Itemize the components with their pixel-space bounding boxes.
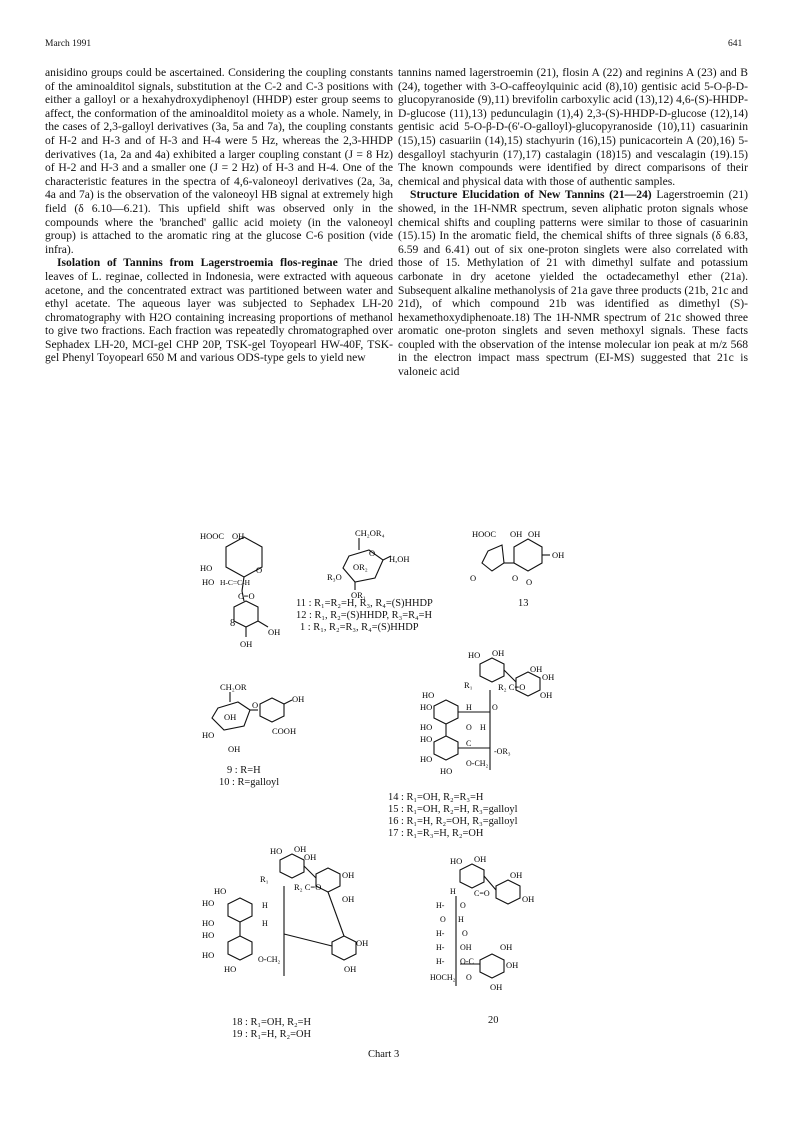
svg-text:H,OH: H,OH [389, 554, 410, 564]
legend-12: 12 : R₁, R₂=(S)HHDP, R₃=R₄=H [296, 610, 432, 621]
svg-text:HO: HO [202, 950, 215, 960]
svg-text:OH: OH [342, 894, 355, 904]
svg-text:HO: HO [450, 856, 463, 866]
svg-text:HO: HO [420, 702, 433, 712]
svg-text:O: O [492, 703, 498, 712]
structure-8-caffeoylquinic-acid [196, 527, 296, 657]
svg-text:H: H [458, 915, 464, 924]
svg-text:C=O: C=O [238, 591, 255, 601]
svg-text:OH: OH [294, 846, 307, 854]
svg-text:HO: HO [202, 577, 215, 587]
running-date: March 1991 [45, 39, 92, 49]
legend-9: 9 : R=H [227, 765, 261, 776]
right-column [398, 66, 748, 379]
page-number: 641 [728, 39, 743, 49]
svg-text:HO: HO [468, 650, 481, 660]
svg-text:HOCH₂: HOCH₂ [430, 973, 456, 982]
legend-19: 19 : R₁=H, R₂=OH [232, 1029, 312, 1040]
svg-text:HO: HO [224, 964, 237, 974]
svg-text:O: O [526, 577, 533, 587]
right-paragraph-2-text: Lagerstroemin (21) showed, in the 1H-NMR spectrum, seven aliphatic proton signals whose chemical shifts and coupling patterns were similar to those of casuarinin (15).15) In the aromatic field, the chemical shifts of three signals (δ 6.83, 6.59 and 6.41) out of six one-proton singlets were also correlated with those of 15. Methylation of 21 with dimethyl sulfate and potassium carbonate in dry acetone yielded the octadecamethyl ether (21a). Subsequent alkaline methanolysis of 21a gave three products (21b, 21c and 21d), of which compound 21b was identified as dimethyl (S)-hexamethoxydiphenoate.18) The 1H-NMR spectrum of 21c showed three aromatic one-proton singlets and seven methoxyl signals. These facts coupled with the observation of the intense molecular ion peak at m/z 568 in the electron impact mass spectrum (EI-MS) suggested that 21c is valoneic acid [398, 188, 748, 379]
structure-13-brevifolin [468, 527, 578, 597]
svg-text:R₁: R₁ [260, 874, 269, 884]
svg-text:OH: OH [500, 942, 513, 952]
svg-text:OH: OH [240, 639, 253, 649]
svg-text:OH: OH [506, 960, 519, 970]
svg-text:OH: OH [228, 744, 241, 754]
svg-text:H-: H- [436, 943, 445, 952]
legend-16: 16 : R₁=H, R₂=OH, R₃=galloyl [388, 816, 518, 827]
svg-text:OH: OH [540, 690, 553, 700]
svg-text:HO: HO [440, 766, 453, 776]
structure-11-glucose [325, 524, 435, 604]
compound-number-8: 8 [230, 618, 236, 629]
svg-text:R₃O: R₃O [327, 572, 342, 582]
compound-number-13: 13 [518, 598, 529, 609]
svg-text:OH: OH [490, 982, 503, 992]
svg-text:HO: HO [420, 722, 433, 732]
legend-18: 18 : R₁=OH, R₂=H [232, 1017, 312, 1028]
svg-text:COOH: COOH [272, 726, 297, 736]
svg-text:OH: OH [268, 627, 281, 637]
svg-text:OH: OH [522, 894, 535, 904]
compound-number-20: 20 [488, 1015, 499, 1026]
svg-text:HO: HO [202, 918, 215, 928]
svg-text:O: O [256, 565, 263, 575]
right-paragraph-2 [398, 188, 748, 378]
structure-14-casuariin [420, 650, 580, 790]
structure-9-gentisic-glucoside [200, 680, 310, 760]
svg-text:HO: HO [202, 930, 215, 940]
svg-text:R₂ C=O: R₂ C=O [498, 682, 526, 692]
chart-caption: Chart 3 [368, 1049, 400, 1060]
svg-text:O: O [466, 973, 472, 982]
svg-text:O: O [470, 573, 477, 583]
svg-text:OH: OH [224, 712, 237, 722]
svg-text:CH₂OR₄: CH₂OR₄ [355, 528, 385, 538]
legend-15: 15 : R₁=OH, R₂=H, R₃=galloyl [388, 804, 518, 815]
svg-text:C: C [466, 739, 472, 748]
svg-text:O: O [466, 723, 472, 732]
svg-text:C=O: C=O [474, 889, 490, 898]
svg-text:H: H [450, 887, 456, 896]
svg-text:O: O [462, 929, 468, 938]
svg-text:OH: OH [510, 529, 523, 539]
svg-text:HO: HO [214, 886, 227, 896]
left-paragraph-2 [45, 256, 393, 365]
legend-14: 14 : R₁=OH, R₂=R₃=H [388, 792, 484, 803]
svg-text:H: H [262, 901, 268, 910]
svg-text:O: O [369, 548, 376, 558]
svg-text:R₁: R₁ [464, 680, 473, 690]
svg-text:OH: OH [342, 870, 355, 880]
svg-text:OH: OH [344, 964, 357, 974]
svg-text:O-CH₂: O-CH₂ [258, 955, 281, 964]
svg-text:OR₁: OR₁ [351, 590, 366, 600]
svg-text:HOOC: HOOC [472, 529, 497, 539]
svg-text:OH: OH [492, 650, 505, 658]
left-paragraph-1: anisidino groups could be ascertained. Considering the coupling constants of the aminoalditol signals, substitution at the C-2 and C-3 positions with either a galloyl or a hexahydroxydiphenoyl (HHDP) ester group seems to affect, the conformation of the aminoalditol moiety as a whole. Namely, in the cases of 2,3-galloyl derivatives (3a, 5a and 7a), the coupling constants of H-2 and H-3 and of H-3 and H-4 were 5 Hz, whereas the 2,3-HHDP derivatives (1a, 2a and 4a) exhibited a larger coupling constant (J = 8 Hz) of H-2 and H-3 and a smaller one (J = 2 Hz) of H-3 and H-4. One of the characteristic features in the spectra of 4,6-valoneoyl derivatives (2a, 3a, 4a and 7a) is the observation of the valoneoyl HB signal at extremely high field (δ 6.10—6.21). This upfield shift was observed only in the compounds where the 'branched' gallic acid moiety (in the valoneoyl group) is attached to the aromatic ring at the glucose C-6 position (vide infra). [45, 66, 393, 256]
svg-text:O: O [460, 901, 466, 910]
svg-text:-OR₃: -OR₃ [494, 747, 511, 756]
svg-text:OH: OH [356, 938, 369, 948]
svg-text:HO: HO [420, 754, 433, 764]
svg-text:O: O [512, 573, 519, 583]
svg-text:OH: OH [460, 943, 472, 952]
section-heading-isolation: Isolation of Tannins from Lagerstroemia flos-reginae [57, 256, 338, 270]
svg-text:OR₂: OR₂ [353, 562, 368, 572]
legend-10: 10 : R=galloyl [219, 777, 280, 788]
svg-text:HO: HO [422, 690, 435, 700]
svg-text:HO: HO [200, 563, 213, 573]
svg-text:O: O [440, 915, 446, 924]
svg-text:O-C: O-C [460, 957, 474, 966]
left-paragraph-2-text: The dried leaves of L. reginae, collected in Indonesia, were extracted with aqueous acetone, and the concentrated extract was partitioned between water and ethyl acetate. The aqueous layer was subjected to Sephadex LH-20 chromatography with H2O containing increasing proportions of methanol to give two fractions. Each fraction was repeatedly chromatographed over Sephadex LH-20, MCI-gel CHP 20P, TSK-gel Toyopearl HW-40F, TSK-gel Phenyl Toyopearl 650 M and various ODS-type gels to yield new [45, 256, 393, 365]
legend-1: 1 : R₁, R₂=R₃, R₄=(S)HHDP [300, 622, 419, 633]
svg-text:OH: OH [474, 856, 487, 864]
svg-text:H-: H- [436, 901, 445, 910]
svg-text:H-: H- [436, 957, 445, 966]
left-column [45, 66, 393, 365]
svg-text:H: H [480, 723, 486, 732]
svg-text:HOOC: HOOC [200, 531, 225, 541]
svg-text:CH₂OR: CH₂OR [220, 682, 247, 692]
svg-text:HO: HO [270, 846, 283, 856]
svg-text:O: O [252, 700, 259, 710]
legend-11: 11 : R₁=R₂=H, R₃, R₄=(S)HHDP [296, 598, 433, 609]
structure-20-punicacortein-a [420, 856, 560, 1006]
right-paragraph-1: tannins named lagerstroemin (21), flosin A (22) and reginins A (23) and B (24), together with 3-O-caffeoylquinic acid (8),10) gentisic acid 5-O-β-D-glucopyranoside (9),11) brevifolin carboxylic acid (13),12) 4,6-(S)-HHDP-D-glucose (11),13) pedunculagin (1),4) 2,3-(S)-HHDP-D-glucose (12),14) gentisic acid 5-O-β-D-(6'-O-galloyl)-glucopyranoside (10),11) casuarinin (15),15) casuariin (14),15) stachyurin (16),15) punicacortein A (20),16) 5-desgalloyl stachyurin (17),17) castalagin (18)15) and vescalagin (19).15) The known compounds were identified by direct comparisons of their chemical and physical data with those of authentic samples. [398, 66, 748, 188]
legend-17: 17 : R₁=R₃=H, R₂=OH [388, 828, 484, 839]
svg-text:HO: HO [420, 734, 433, 744]
svg-text:OH: OH [528, 529, 541, 539]
svg-text:H: H [466, 703, 472, 712]
structure-18-castalagin [200, 846, 380, 1006]
svg-text:HO: HO [202, 730, 215, 740]
svg-text:H-: H- [436, 929, 445, 938]
svg-text:OH: OH [510, 870, 523, 880]
svg-text:HO: HO [202, 898, 215, 908]
svg-text:OH: OH [232, 531, 245, 541]
svg-text:R₂ C=O: R₂ C=O [294, 882, 322, 892]
svg-text:OH: OH [552, 550, 565, 560]
svg-text:H-C=C-H: H-C=C-H [220, 578, 251, 587]
svg-text:OH: OH [530, 664, 543, 674]
section-heading-structure: Structure Elucidation of New Tannins (21—24) [410, 188, 652, 202]
svg-text:O-CH₂: O-CH₂ [466, 759, 489, 768]
svg-text:H: H [262, 919, 268, 928]
svg-text:OH: OH [304, 852, 317, 862]
svg-text:OH: OH [542, 672, 555, 682]
svg-text:OH: OH [292, 694, 305, 704]
